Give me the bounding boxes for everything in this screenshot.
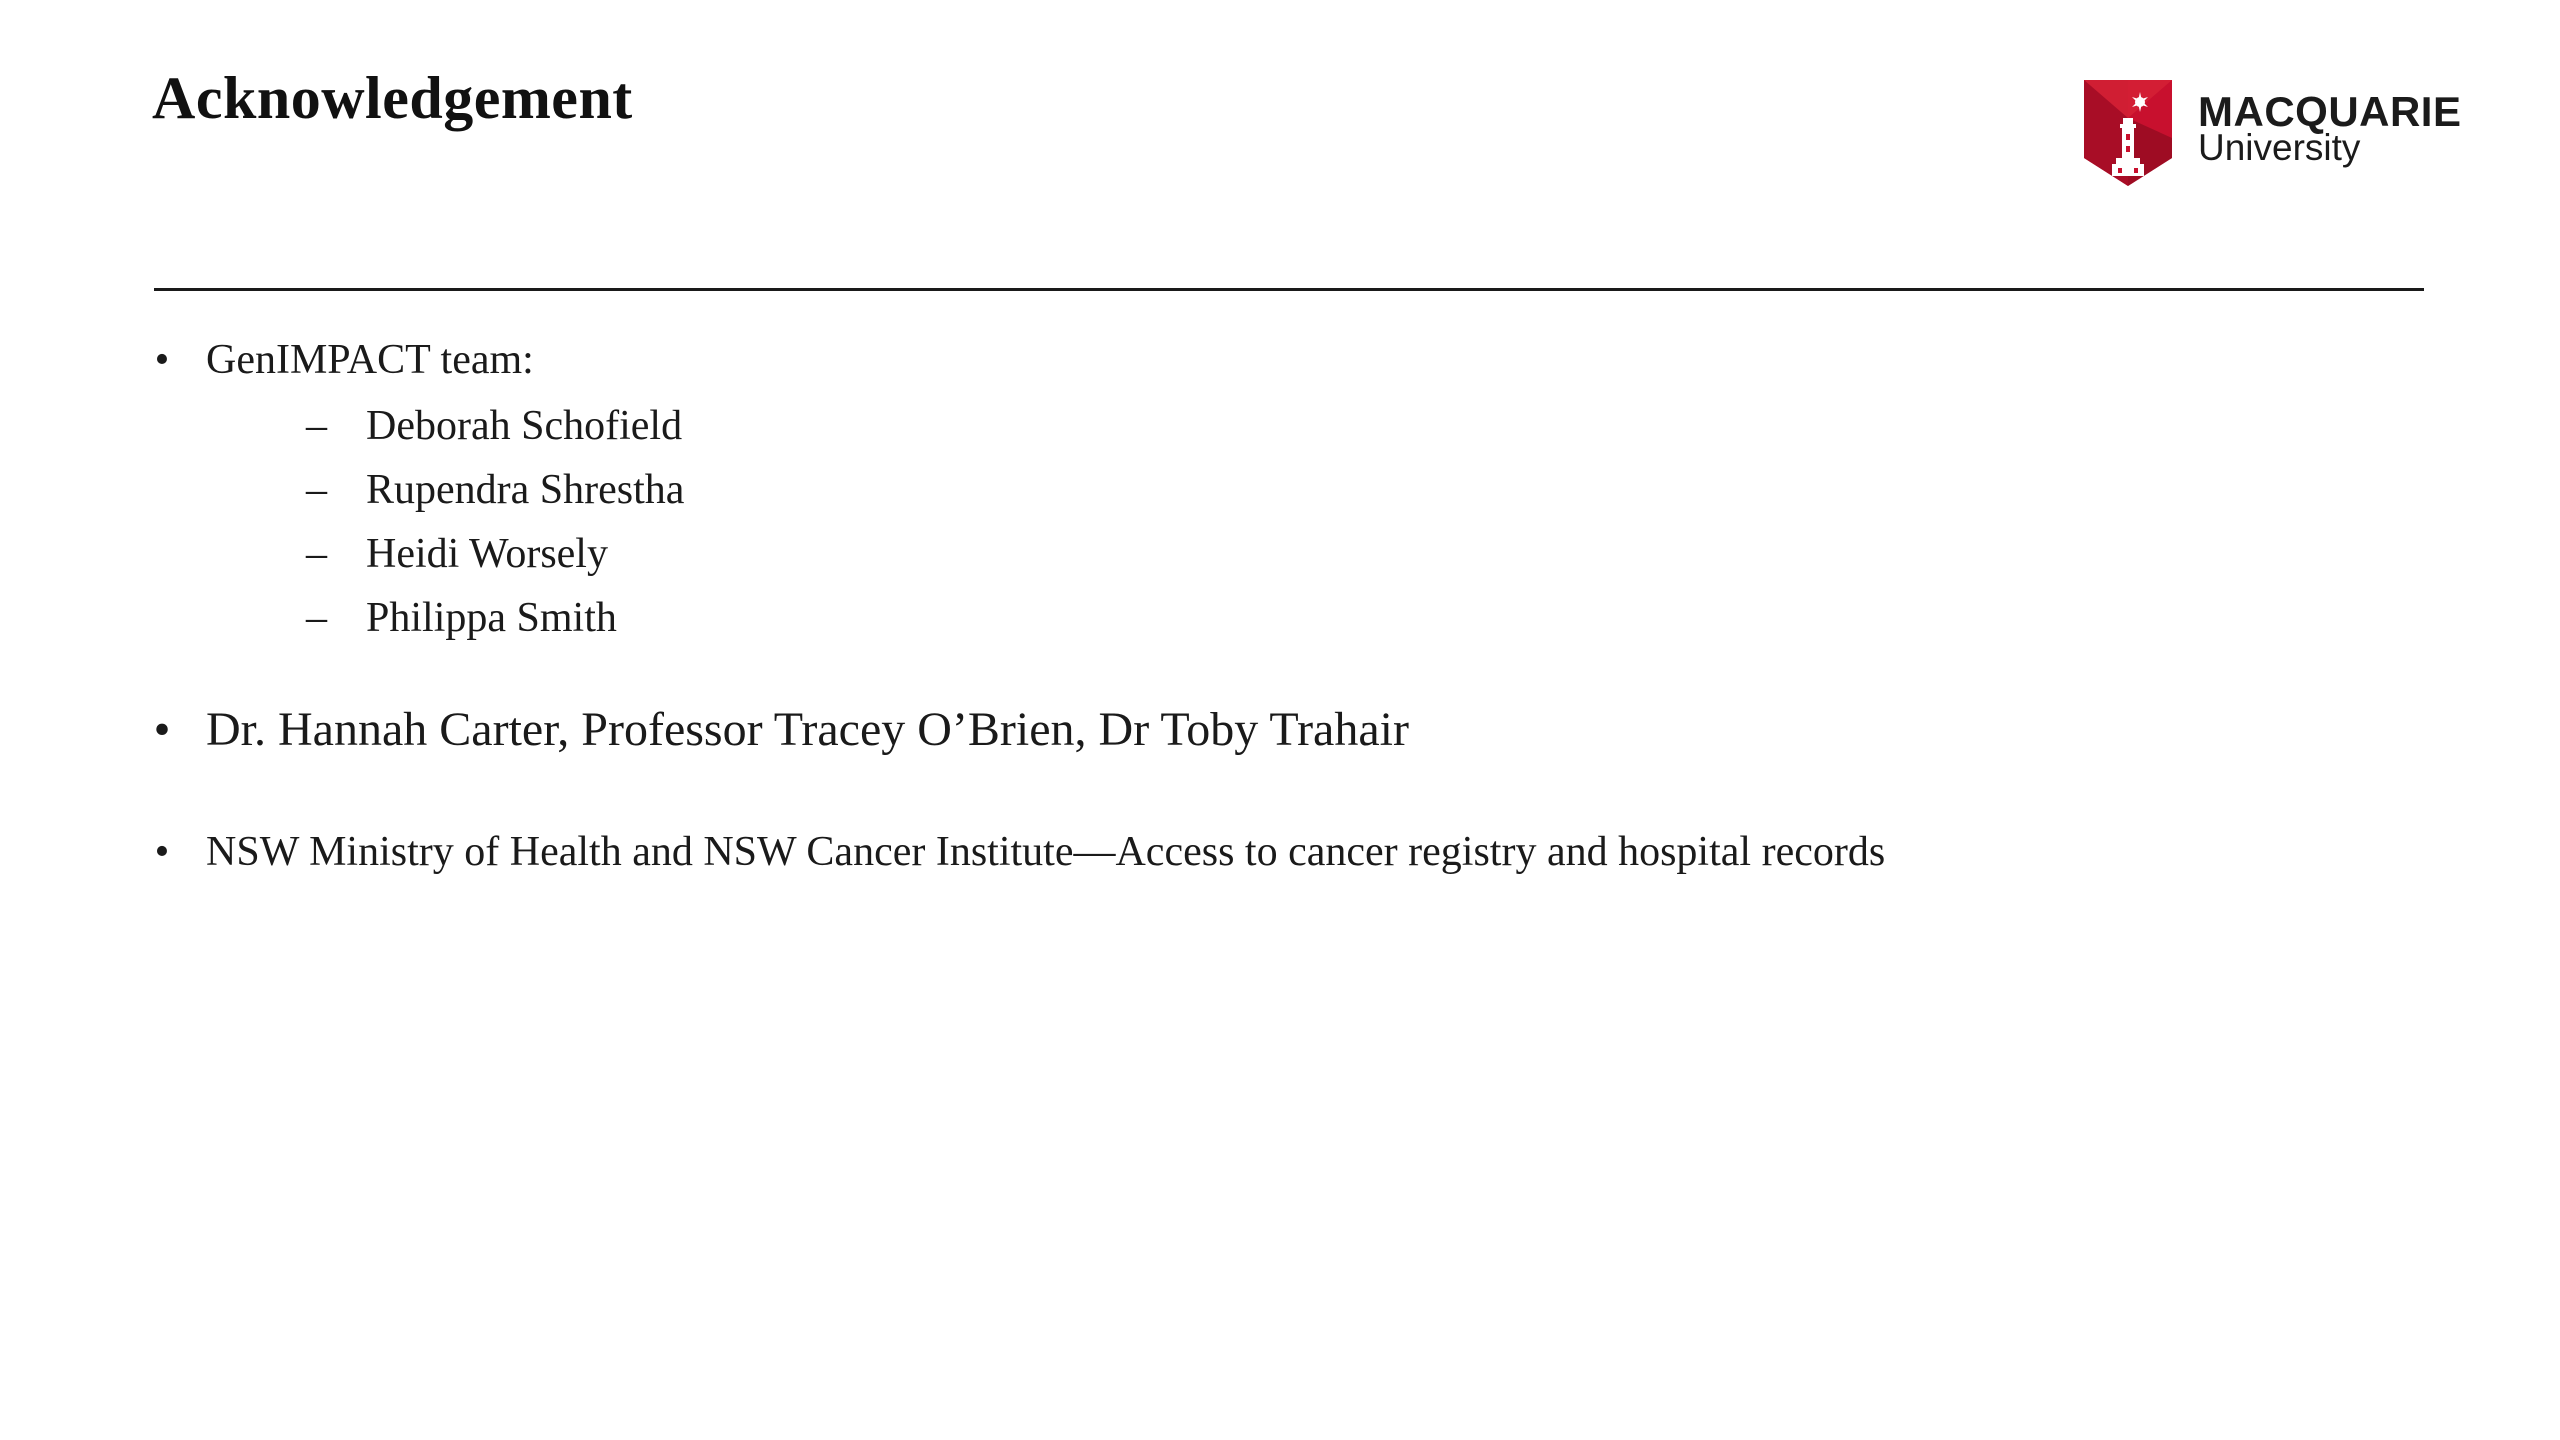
list-item-text: Dr. Hannah Carter, Professor Tracey O’Brien, Dr Toby Trahair [206, 703, 1409, 756]
sub-list-item [206, 394, 2450, 458]
dash-icon: – [306, 595, 327, 641]
bullet-icon: • [154, 829, 170, 875]
bullet-icon: • [154, 337, 170, 383]
dash-icon: – [306, 467, 327, 513]
team-member-name: Deborah Schofield [366, 403, 683, 449]
macquarie-university-logo [2082, 78, 2462, 190]
acknowledgement-list [150, 330, 2450, 882]
dash-icon: – [306, 531, 327, 577]
list-item-nsw-health [150, 822, 2450, 882]
team-member-list [206, 394, 2450, 650]
list-item-clinicians [150, 698, 2450, 762]
sub-list-item [206, 586, 2450, 650]
sub-list-item [206, 458, 2450, 522]
slide-title: Acknowledgement [152, 65, 633, 131]
team-member-name: Philippa Smith [366, 595, 617, 641]
bullet-icon: • [153, 703, 171, 756]
team-member-name: Rupendra Shrestha [366, 467, 685, 513]
dash-icon: – [306, 403, 327, 449]
sub-list-item [206, 522, 2450, 586]
team-member-name: Heidi Worsely [366, 531, 608, 577]
logo-wordmark-macquarie: MACQUARIE [2198, 88, 2462, 135]
list-item-genimpact-team [150, 330, 2450, 650]
list-item-text: GenIMPACT team: [206, 337, 534, 383]
university-shield-icon [2082, 78, 2174, 190]
list-item-text: NSW Ministry of Health and NSW Cancer Institute—Access to cancer registry and hospital records [206, 829, 1886, 875]
logo-wordmark-university: University [2198, 127, 2361, 168]
title-divider [154, 288, 2424, 291]
